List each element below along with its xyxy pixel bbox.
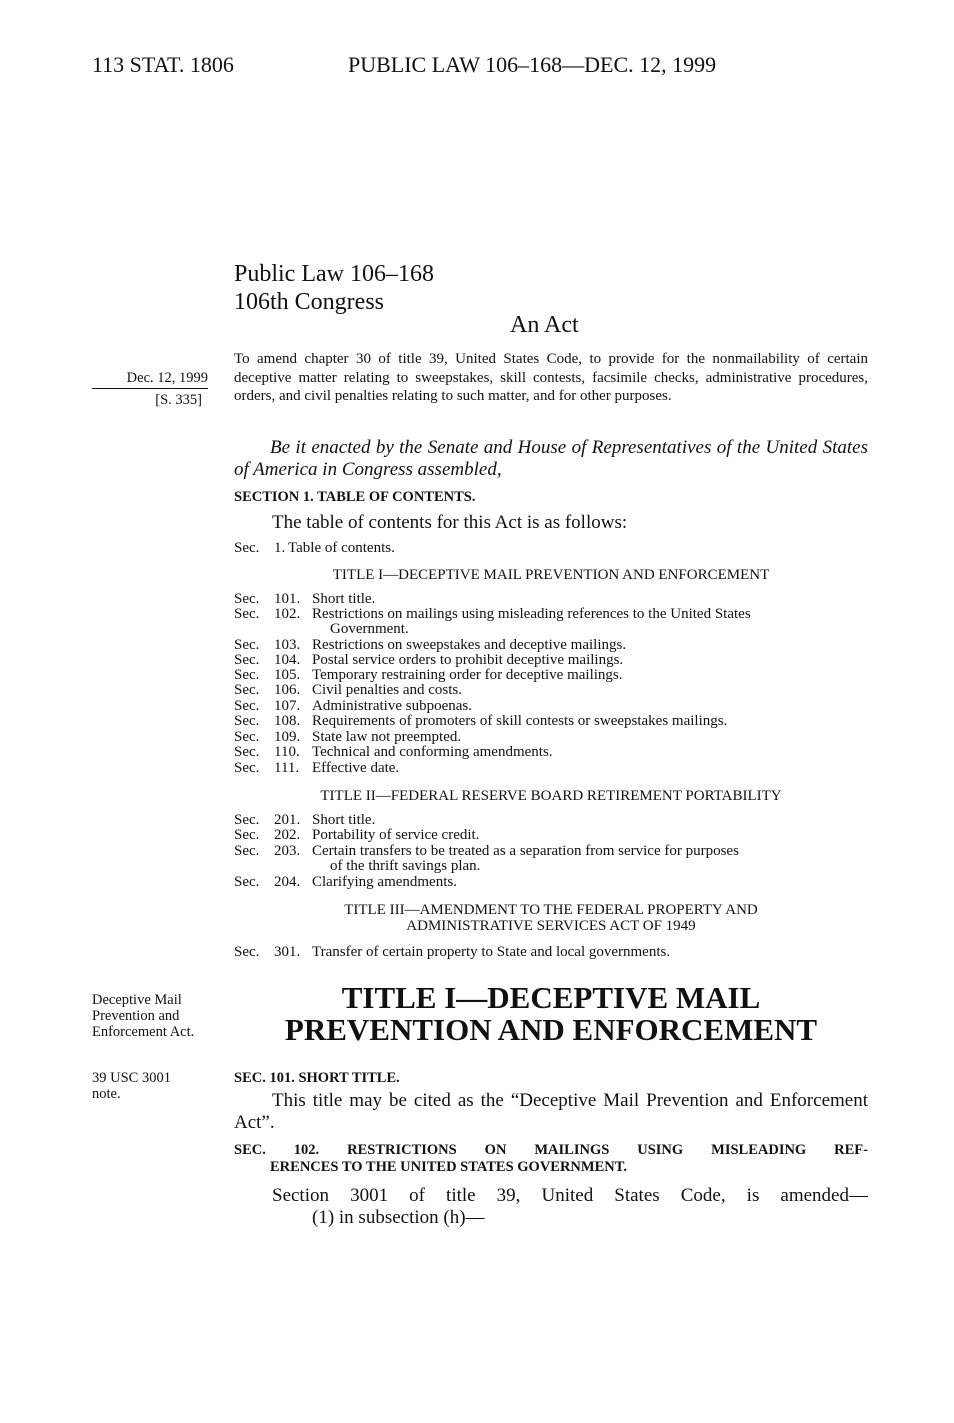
toc-entry: [234, 591, 375, 607]
toc-num: 107.: [274, 698, 301, 714]
toc-entry: [234, 637, 626, 653]
margin-act-line: Prevention and: [92, 1008, 180, 1024]
toc-text: Portability of service credit.: [312, 827, 480, 843]
toc-num: 203.: [274, 843, 301, 859]
toc-entry: [234, 698, 472, 714]
toc-text: Administrative subpoenas.: [312, 698, 472, 714]
toc-entry: [234, 874, 457, 890]
law-title: [234, 260, 434, 316]
toc-num: 109.: [274, 729, 301, 745]
toc-sec-label: Sec.: [234, 827, 260, 843]
toc-entry: [234, 744, 553, 760]
toc-text: Table of contents.: [288, 540, 395, 556]
toc-entry: [234, 729, 461, 745]
toc-sec-label: Sec.: [234, 637, 260, 653]
toc-num: 201.: [274, 812, 301, 828]
toc-entry: [234, 682, 462, 698]
toc-text: Civil penalties and costs.: [312, 682, 462, 698]
margin-date: Dec. 12, 1999: [92, 370, 208, 389]
toc-num: 106.: [274, 682, 301, 698]
toc-entry: [234, 812, 375, 828]
toc-continuation: of the thrift savings plan.: [330, 858, 481, 874]
toc-title-ii-heading: TITLE II—FEDERAL RESERVE BOARD RETIREMENT PORTABILITY: [320, 788, 782, 804]
margin-act-name: [92, 992, 194, 1040]
toc-entry: [234, 652, 623, 668]
toc-num: 108.: [274, 713, 301, 729]
toc-num: 202.: [274, 827, 301, 843]
margin-usc-note: [92, 1070, 171, 1102]
section-1-intro: The table of contents for this Act is as follows:: [272, 512, 628, 533]
toc-sec-label: Sec.: [234, 729, 260, 745]
toc-continuation: Government.: [330, 621, 409, 637]
margin-usc-line: note.: [92, 1086, 121, 1102]
sec-102-paragraph-1: (1) in subsection (h)—: [312, 1207, 485, 1228]
toc-num: 1.: [274, 540, 286, 556]
toc-text: Postal service orders to prohibit deceptive mailings.: [312, 652, 624, 668]
toc-text: Effective date.: [312, 760, 400, 776]
toc-sec-label: Sec.: [234, 606, 260, 622]
toc-title-iii-heading: [234, 902, 868, 934]
toc-sec-label: Sec.: [234, 760, 260, 776]
toc-text: State law not preempted.: [312, 729, 462, 745]
congress: 106th Congress: [234, 289, 384, 315]
toc-entry: [234, 944, 670, 960]
toc-num: 301.: [274, 944, 301, 960]
toc-num: 105.: [274, 667, 301, 683]
margin-act-line: Deceptive Mail: [92, 992, 182, 1008]
toc-sec-label: Sec.: [234, 540, 260, 556]
toc-text: Restrictions on sweepstakes and deceptive mailings.: [312, 637, 627, 653]
toc-title-i-heading: TITLE I—DECEPTIVE MAIL PREVENTION AND ENFORCEMENT: [332, 567, 770, 583]
toc-entry: [234, 540, 395, 556]
section-1-heading: SECTION 1. TABLE OF CONTENTS.: [234, 489, 476, 505]
toc-entry: [234, 760, 399, 776]
toc-sec-label: Sec.: [234, 698, 260, 714]
toc-sec-label: Sec.: [234, 812, 260, 828]
margin-usc-line: 39 USC 3001: [92, 1070, 171, 1086]
sec-102-heading: [234, 1142, 868, 1176]
toc-entry: [234, 713, 727, 729]
toc-title-iii-line: ADMINISTRATIVE SERVICES ACT OF 1949: [406, 918, 696, 934]
toc-num: 103.: [274, 637, 301, 653]
toc-text: Short title.: [312, 812, 376, 828]
margin-bill: [S. 335]: [155, 392, 202, 408]
toc-text: Requirements of promoters of skill contests or sweepstakes mailings.: [312, 713, 728, 729]
toc-entry: [234, 667, 623, 683]
sec-102-heading-line: ERENCES TO THE UNITED STATES GOVERNMENT.: [270, 1159, 627, 1175]
title-i-line: TITLE I—DECEPTIVE MAIL: [341, 980, 761, 1015]
toc-num: 110.: [274, 744, 300, 760]
toc-text: Technical and conforming amendments.: [312, 744, 553, 760]
toc-text: Temporary restraining order for deceptive mailings.: [312, 667, 623, 683]
toc-entry: [234, 827, 479, 843]
act-purpose: To amend chapter 30 of title 39, United States Code, to provide for the nonmailability of certain deceptive matter relating to sweepstakes, skill contests, facsimile checks, administrative procedures, orders, and civil penalties relating to such matter, and for other purposes.: [234, 351, 868, 404]
title-i-line: PREVENTION AND ENFORCEMENT: [284, 1012, 818, 1047]
toc-text: Certain transfers to be treated as a separation from service for purposes: [312, 843, 739, 859]
toc-num: 101.: [274, 591, 301, 607]
toc-text: Transfer of certain property to State and local governments.: [312, 944, 671, 960]
toc-sec-label: Sec.: [234, 591, 260, 607]
toc-entry: [234, 606, 751, 622]
sec-102-heading-line: SEC. 102. RESTRICTIONS ON MAILINGS USING MISLEADING REF-: [234, 1142, 868, 1158]
law-number: Public Law 106–168: [234, 261, 434, 287]
toc-text: Clarifying amendments.: [312, 874, 457, 890]
running-head: PUBLIC LAW 106–168—DEC. 12, 1999: [348, 52, 717, 77]
toc-sec-label: Sec.: [234, 843, 260, 859]
toc-sec-label: Sec.: [234, 713, 260, 729]
toc-num: 204.: [274, 874, 301, 890]
toc-text: Short title.: [312, 591, 376, 607]
sec-101-text: This title may be cited as the “Deceptive Mail Prevention and Enforcement Act”.: [234, 1090, 868, 1133]
sec-101-heading: SEC. 101. SHORT TITLE.: [234, 1070, 400, 1086]
toc-num: 104.: [274, 652, 301, 668]
enacting-clause: Be it enacted by the Senate and House of Representatives of the United States of America in Congress assembled,: [234, 437, 868, 480]
toc-sec-label: Sec.: [234, 682, 260, 698]
sec-102-text: Section 3001 of title 39, United States Code, is amended—: [272, 1185, 868, 1206]
toc-sec-label: Sec.: [234, 652, 260, 668]
margin-act-line: Enforcement Act.: [92, 1024, 195, 1040]
toc-sec-label: Sec.: [234, 944, 260, 960]
toc-entry: [234, 843, 739, 859]
toc-title-iii-line: TITLE III—AMENDMENT TO THE FEDERAL PROPERTY AND: [344, 902, 758, 918]
toc-sec-label: Sec.: [234, 667, 260, 683]
margin-date-note: [92, 370, 208, 408]
act-heading: An Act: [510, 312, 579, 338]
toc-num: 102.: [274, 606, 301, 622]
toc-text: Restrictions on mailings using misleading references to the United States: [312, 606, 751, 622]
toc-num: 111.: [274, 760, 300, 776]
toc-sec-label: Sec.: [234, 874, 260, 890]
title-i-heading: [234, 982, 868, 1046]
toc-sec-label: Sec.: [234, 744, 260, 760]
page-stat-number: 113 STAT. 1806: [92, 52, 234, 77]
